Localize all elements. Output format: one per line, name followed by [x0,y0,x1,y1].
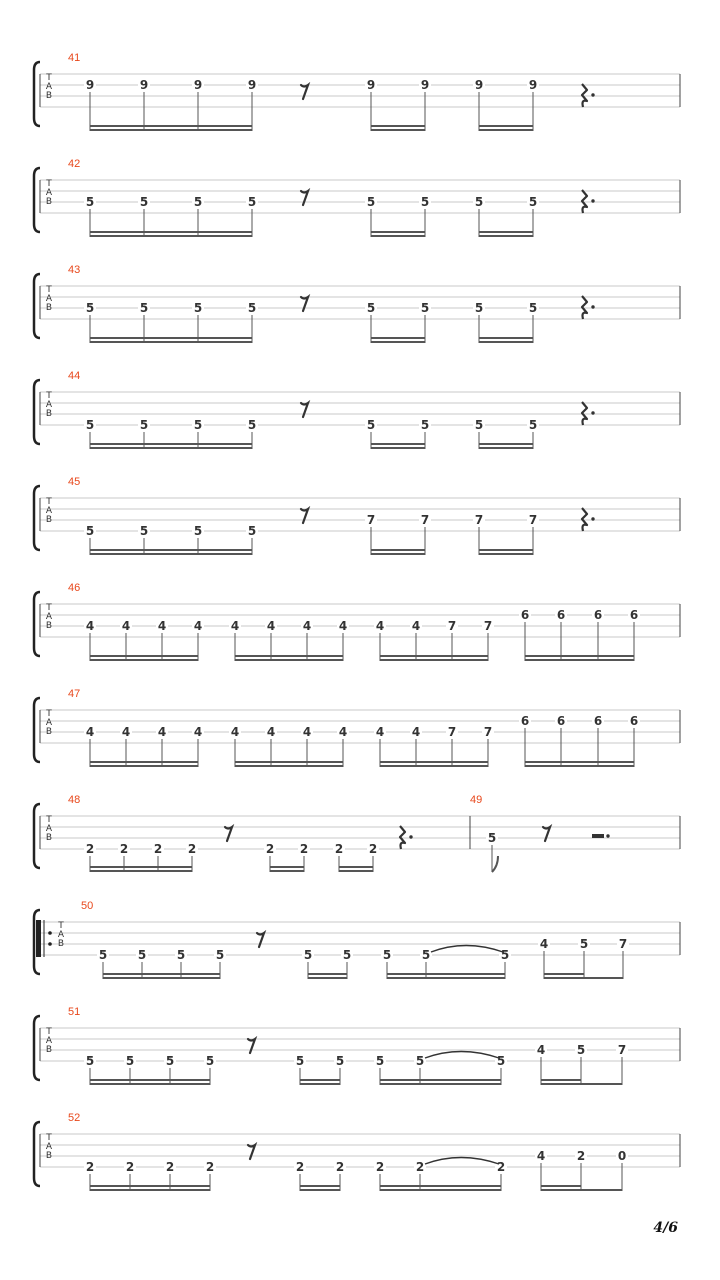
beam [90,761,198,763]
beam [380,1185,501,1187]
beam [380,761,488,763]
eighth-rest-icon [301,297,308,311]
beam [90,659,198,661]
tab-clef-letter: T [46,73,52,83]
fret-number: 7 [528,513,538,527]
tab-clef-letter: T [46,285,52,295]
tab-system [34,900,680,979]
beam [270,870,304,872]
beam [90,549,252,551]
fret-number: 5 [193,195,203,209]
tab-clef-letter: A [45,612,53,622]
measure-number: 52 [68,1112,81,1124]
fret-number: 5 [139,301,149,315]
beam [90,235,252,237]
system-bracket [34,486,40,550]
fret-number: 2 [295,1160,305,1174]
dot-icon [409,835,412,838]
tab-clef-letter: A [45,1036,53,1046]
fret-number: 4 [230,619,240,633]
fret-number: 4 [193,619,203,633]
fret-number: 5 [215,948,225,962]
tab-clef-letter: A [45,506,53,516]
beam [308,973,347,975]
fret-number: 5 [366,301,376,315]
dot-icon [591,93,594,96]
eighth-rest-icon [248,1039,255,1053]
fret-number: 2 [85,1160,95,1174]
fret-number: 7 [483,619,493,633]
system-bracket [34,380,40,444]
tab-clef-letter: B [45,727,53,737]
fret-number: 5 [85,418,95,432]
fret-number: 4 [193,725,203,739]
fret-number: 5 [176,948,186,962]
tab-clef-letter: A [45,294,53,304]
beam [380,1189,501,1191]
beam [544,973,584,975]
tab-clef-letter: T [46,1027,52,1037]
eighth-rest-icon [225,827,232,841]
fret-number: 5 [420,195,430,209]
beam [371,129,425,131]
eighth-rest-icon [301,191,308,205]
fret-number: 2 [496,1160,506,1174]
beam [103,977,220,979]
fret-number: 0 [617,1149,627,1163]
beam [380,659,488,661]
tab-clef-letter: A [57,930,65,940]
tab-clef-letter: A [45,400,53,410]
fret-number: 2 [368,842,378,856]
fret-number: 7 [366,513,376,527]
tab-clef-letter: B [45,515,53,525]
beam [479,129,533,131]
beam [479,125,533,127]
system-bracket [34,1122,40,1186]
tie [425,1052,499,1059]
fret-number: 5 [98,948,108,962]
fret-number: 2 [153,842,163,856]
page-number: 4/6 [653,1220,678,1236]
tab-system [34,370,680,449]
fret-number: 5 [474,195,484,209]
beam [380,1083,501,1085]
fret-number: 4 [536,1149,546,1163]
beam [90,231,252,233]
beam [235,655,343,657]
beam [541,1079,581,1081]
repeat-dot [48,931,52,935]
fret-number: 4 [536,1043,546,1057]
tab-clef-letter: B [45,833,53,843]
fret-number: 5 [85,524,95,538]
fret-number: 4 [157,725,167,739]
fret-number: 5 [139,418,149,432]
fret-number: 5 [528,301,538,315]
beam [235,765,343,767]
tab-clef-letter: B [45,409,53,419]
fret-number: 2 [265,842,275,856]
fret-number: 5 [247,195,257,209]
fret-number: 5 [576,1043,586,1057]
fret-number: 5 [487,831,497,845]
fret-number: 4 [375,725,385,739]
dot-icon [591,517,594,520]
fret-number: 7 [447,725,457,739]
beam [339,866,373,868]
measure-number: 41 [68,52,81,64]
system-bracket [34,592,40,656]
fret-number: 5 [496,1054,506,1068]
beam [308,977,347,979]
beam [300,1185,340,1187]
beam [235,659,343,661]
tab-clef-letter: T [58,921,64,931]
measure-number: 45 [68,476,81,488]
fret-number: 5 [500,948,510,962]
fret-number: 9 [366,78,376,92]
beam [479,443,533,445]
beam [235,761,343,763]
fret-number: 2 [299,842,309,856]
fret-number: 6 [520,714,530,728]
beam [90,125,252,127]
tie [425,1158,499,1165]
beam [541,1083,622,1085]
fret-number: 2 [576,1149,586,1163]
fret-number: 4 [302,619,312,633]
fret-number: 5 [247,524,257,538]
beam [479,549,533,551]
beam [90,870,192,872]
fret-number: 4 [157,619,167,633]
fret-number: 5 [579,937,589,951]
fret-number: 5 [342,948,352,962]
fret-number: 2 [187,842,197,856]
beam [525,765,634,767]
fret-number: 6 [520,608,530,622]
fret-number: 5 [85,1054,95,1068]
beam [90,655,198,657]
beam [103,973,220,975]
tab-system [34,688,680,767]
beam [525,655,634,657]
fret-number: 5 [295,1054,305,1068]
repeat-thick-bar [36,920,41,957]
beam [90,447,252,449]
tab-system [34,582,680,661]
fret-number: 5 [420,418,430,432]
fret-number: 4 [230,725,240,739]
fret-number: 6 [556,714,566,728]
tab-clef-letter: B [57,939,65,949]
beam [300,1079,340,1081]
fret-number: 9 [474,78,484,92]
beam [90,765,198,767]
eighth-rest-icon [248,1145,255,1159]
fret-number: 6 [556,608,566,622]
dot-icon [606,834,609,837]
fret-number: 5 [193,524,203,538]
fret-number: 9 [193,78,203,92]
tab-system [34,794,680,872]
fret-number: 9 [139,78,149,92]
beam [90,866,192,868]
beam [380,765,488,767]
fret-number: 5 [139,195,149,209]
system-bracket [34,698,40,762]
beam [525,659,634,661]
fret-number: 5 [474,301,484,315]
tab-clef-letter: T [46,815,52,825]
beam [371,553,425,555]
fret-number: 7 [420,513,430,527]
beam [541,1189,622,1191]
fret-number: 4 [85,619,95,633]
half-rest-icon [592,834,604,838]
fret-number: 5 [85,195,95,209]
beam [90,129,252,131]
measure-number: 44 [68,370,81,382]
tab-system [34,1112,680,1191]
fret-number: 4 [411,619,421,633]
system-bracket [34,804,40,868]
measure-number: 42 [68,158,81,170]
system-bracket [34,274,40,338]
fret-number: 7 [617,1043,627,1057]
fret-number: 7 [483,725,493,739]
fret-number: 7 [474,513,484,527]
measure-number: 50 [81,900,94,912]
fret-number: 4 [411,725,421,739]
beam [90,553,252,555]
dot-icon [591,305,594,308]
fret-number: 5 [420,301,430,315]
fret-number: 4 [375,619,385,633]
fret-number: 5 [528,418,538,432]
tab-clef-letter: B [45,621,53,631]
fret-number: 4 [266,619,276,633]
beam [479,231,533,233]
fret-number: 5 [193,418,203,432]
fret-number: 5 [85,301,95,315]
fret-number: 5 [247,418,257,432]
beam [479,337,533,339]
fret-number: 2 [205,1160,215,1174]
eighth-rest-icon [301,403,308,417]
beam [387,977,505,979]
fret-number: 5 [474,418,484,432]
fret-number: 2 [334,842,344,856]
fret-number: 5 [247,301,257,315]
tab-system [34,476,680,555]
fret-number: 6 [629,608,639,622]
tab-clef-letter: A [45,188,53,198]
fret-number: 2 [125,1160,135,1174]
fret-number: 5 [303,948,313,962]
beam [479,447,533,449]
fret-number: 9 [247,78,257,92]
fret-number: 9 [420,78,430,92]
beam [525,761,634,763]
fret-number: 5 [366,418,376,432]
measure-number: 48 [68,794,81,806]
fret-number: 9 [85,78,95,92]
fret-number: 5 [415,1054,425,1068]
tab-system [34,264,680,343]
tab-system [34,52,680,131]
measure-number: 46 [68,582,81,594]
fret-number: 2 [165,1160,175,1174]
fret-number: 2 [85,842,95,856]
tab-clef-letter: A [45,1142,53,1152]
beam [544,977,623,979]
tab-clef-letter: T [46,497,52,507]
eighth-rest-icon [543,827,550,841]
tab-clef-letter: T [46,179,52,189]
beam [371,447,425,449]
tab-clef-letter: T [46,709,52,719]
measure-number: 51 [68,1006,81,1018]
fret-number: 5 [335,1054,345,1068]
tab-system [34,158,680,237]
fret-number: 4 [85,725,95,739]
fret-number: 5 [421,948,431,962]
beam [90,1083,210,1085]
beam [90,1189,210,1191]
tab-clef-letter: B [45,197,53,207]
system-bracket [34,168,40,232]
beam [300,1083,340,1085]
fret-number: 4 [302,725,312,739]
eighth-rest-icon [257,933,264,947]
tab-clef-letter: A [45,82,53,92]
beam [479,341,533,343]
beam [541,1185,581,1187]
eighth-rest-icon [301,509,308,523]
tab-clef-letter: A [45,718,53,728]
beam [479,553,533,555]
beam [371,337,425,339]
beam [371,549,425,551]
fret-number: 4 [539,937,549,951]
beam [90,341,252,343]
fret-number: 4 [338,725,348,739]
tab-system [34,1006,680,1085]
beam [371,341,425,343]
fret-number: 6 [593,714,603,728]
beam [380,655,488,657]
fret-number: 6 [629,714,639,728]
beam [371,235,425,237]
beam [387,973,505,975]
dot-icon [591,199,594,202]
fret-number: 6 [593,608,603,622]
beam [371,231,425,233]
tab-clef-letter: B [45,1045,53,1055]
beam [371,125,425,127]
fret-number: 2 [375,1160,385,1174]
beam [90,337,252,339]
tab-clef-letter: T [46,391,52,401]
tab-clef-letter: A [45,824,53,834]
fret-number: 5 [382,948,392,962]
beam [90,1079,210,1081]
fret-number: 4 [121,619,131,633]
system-bracket [34,62,40,126]
tab-clef-letter: T [46,603,52,613]
fret-number: 9 [528,78,538,92]
tab-clef-letter: B [45,1151,53,1161]
fret-number: 4 [121,725,131,739]
fret-number: 5 [205,1054,215,1068]
fret-number: 5 [193,301,203,315]
dot-icon [591,411,594,414]
beam [300,1189,340,1191]
beam [90,443,252,445]
fret-number: 2 [415,1160,425,1174]
eighth-rest-icon [301,85,308,99]
fret-number: 5 [165,1054,175,1068]
fret-number: 7 [618,937,628,951]
measure-number: 49 [470,794,483,806]
fret-number: 7 [447,619,457,633]
repeat-dot [48,942,52,946]
fret-number: 2 [119,842,129,856]
tie [431,946,503,953]
measure-number: 47 [68,688,81,700]
fret-number: 5 [366,195,376,209]
beam [371,443,425,445]
fret-number: 5 [528,195,538,209]
beam [339,870,373,872]
tab-clef-letter: B [45,91,53,101]
beam [90,1185,210,1187]
tab-clef-letter: B [45,303,53,313]
system-bracket [34,1016,40,1080]
beam [270,866,304,868]
fret-number: 5 [375,1054,385,1068]
fret-number: 4 [266,725,276,739]
fret-number: 4 [338,619,348,633]
beam [479,235,533,237]
fret-number: 5 [125,1054,135,1068]
note-flag [492,856,498,872]
fret-number: 5 [137,948,147,962]
fret-number: 2 [335,1160,345,1174]
measure-number: 43 [68,264,81,276]
fret-number: 5 [139,524,149,538]
beam [380,1079,501,1081]
tab-clef-letter: T [46,1133,52,1143]
